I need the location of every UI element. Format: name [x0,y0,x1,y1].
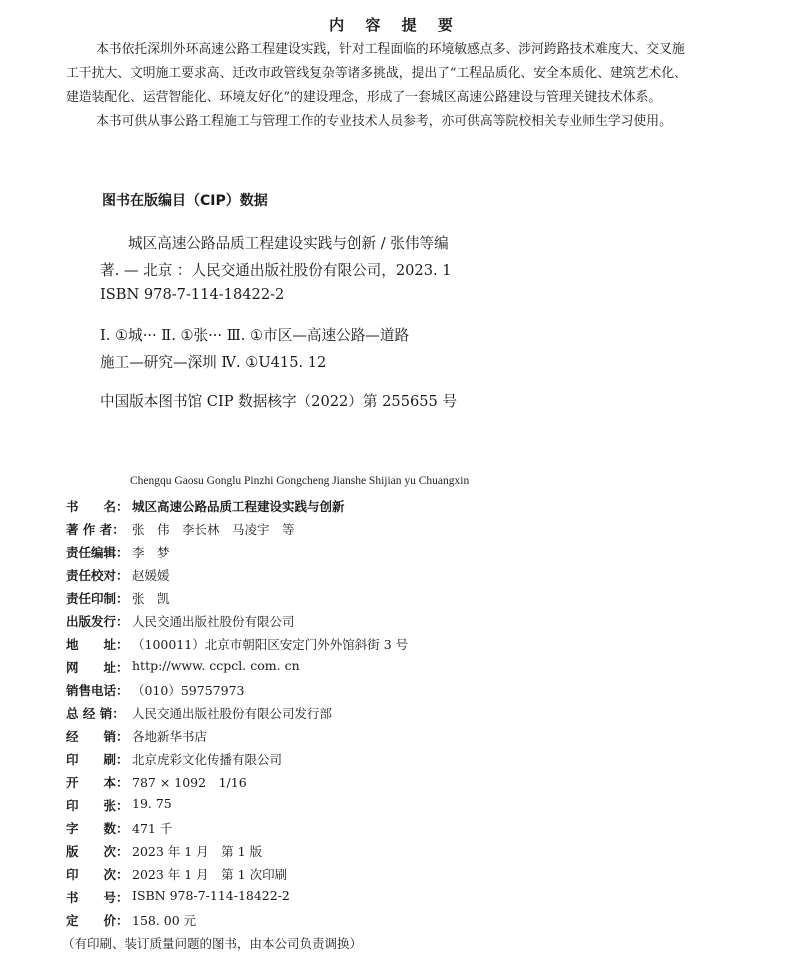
cip-isbn: ISBN 978-7-114-18422-2 [100,286,285,303]
summary-line: 建造装配化、运营智能化、环境友好化”的建设理念，形成了一套城区高速公路建设与管理关键技术体系。 [66,90,662,105]
colophon-label: 网 址： [66,660,129,675]
colophon-label: 销售电话： [66,683,129,698]
colophon-value: http://www. ccpcl. com. cn [132,658,300,673]
colophon-label: 印 张： [66,798,129,813]
cip-subject-line: Ⅰ. ①城··· Ⅱ. ①张··· Ⅲ. ①市区—高速公路—道路 [100,327,410,344]
cip-title-line: 城区高速公路品质工程建设实践与创新 / 张伟等编 [128,235,449,252]
colophon-label: 印 次： [66,867,129,882]
summary-line: 工干扰大、文明施工要求高、迁改市政管线复杂等诸多挑战，提出了“工程品质化、安全本质化、建筑艺术化、 [66,66,687,81]
colophon-value: 人民交通出版社股份有限公司 [132,614,295,629]
colophon-value: 赵媛媛 [132,568,170,583]
cip-heading: 图书在版编目（CIP）数据 [102,193,268,209]
colophon-value: 各地新华书店 [132,729,208,744]
colophon-label: 版 次： [66,844,129,859]
summary-title: 内 容 提 要 [329,16,461,34]
cip-subject-line: 施工—研究—深圳 Ⅳ. ①U415. 12 [100,354,327,371]
colophon-label: 责任印制： [66,591,129,606]
pinyin-title: Chengqu Gaosu Gonglu Pinzhi Gongcheng Jianshe Shijian yu Chuangxin [130,475,470,487]
colophon-value: （010）59757973 [132,683,245,698]
summary-line: 本书可供从事公路工程施工与管理工作的专业技术人员参考，亦可供高等院校相关专业师生学习使用。 [96,114,672,129]
colophon-label: 地 址： [66,637,129,652]
colophon-value: 2023 年 1 月 第 1 次印刷 [132,867,288,882]
colophon-value: 李 梦 [132,545,170,560]
cip-record: 中国版本图书馆 CIP 数据核字（2022）第 255655 号 [100,393,458,410]
colophon-value: 158. 00 元 [132,913,197,928]
colophon-value: ISBN 978-7-114-18422-2 [132,888,290,903]
colophon-label: 著 作 者： [66,522,125,537]
quality-notice: （有印刷、装订质量问题的图书，由本公司负责调换） [62,936,363,951]
colophon-value: 北京虎彩文化传播有限公司 [132,752,283,767]
summary-line: 本书依托深圳外环高速公路工程建设实践，针对工程面临的环境敏感点多、涉河跨路技术难度大、交叉施 [96,42,685,57]
colophon-label: 书 名： [66,499,129,514]
colophon-label: 责任编辑： [66,545,129,560]
colophon-label: 责任校对： [66,568,129,583]
colophon-label: 定 价： [66,913,129,928]
colophon-value: 2023 年 1 月 第 1 版 [132,844,263,859]
colophon-label: 印 刷： [66,752,129,767]
colophon-value: 787 × 1092 1/16 [132,775,247,790]
cip-title-line: 著. — 北京 ：人民交通出版社股份有限公司，2023. 1 [100,262,452,279]
colophon-value: 城区高速公路品质工程建设实践与创新 [132,499,345,514]
colophon-label: 字 数： [66,821,129,836]
colophon-value: 19. 75 [132,796,172,811]
colophon-value: 张 伟 李长林 马凌宇 等 [132,522,295,537]
colophon-value: 471 千 [132,821,173,836]
colophon-label: 书 号： [66,890,129,905]
colophon-label: 出版发行： [66,614,129,629]
colophon-label: 总 经 销： [66,706,125,721]
colophon-value: 人民交通出版社股份有限公司发行部 [132,706,333,721]
colophon-label: 开 本： [66,775,129,790]
colophon-value: （100011）北京市朝阳区安定门外外馆斜街 3 号 [132,637,409,652]
colophon-label: 经 销： [66,729,129,744]
colophon-value: 张 凯 [132,591,170,606]
